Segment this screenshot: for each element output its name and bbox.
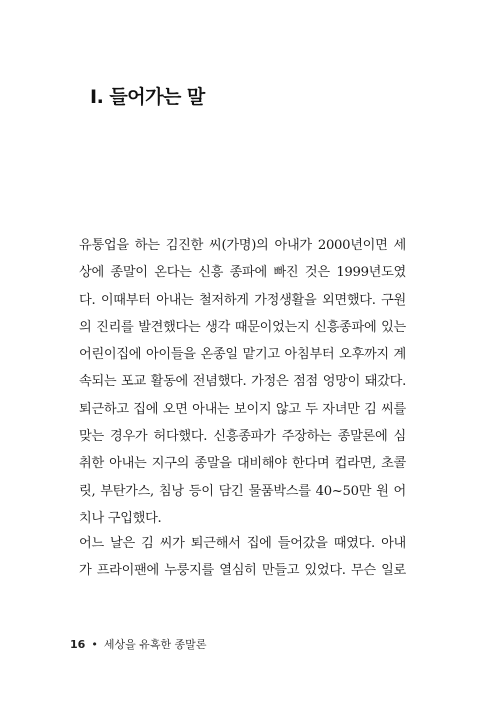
paragraph-text [66, 232, 406, 532]
text-line: 어린이집에 아이들을 온종일 맡기고 아침부터 오후까지 계 [79, 347, 406, 363]
text-line: 의 진리를 발견했다는 생각 때문이었는지 신흥종파에 있는 [79, 319, 406, 335]
text-line: 맞는 경우가 허다했다. 신흥종파가 주장하는 종말론에 심 [79, 429, 406, 445]
text-line: 다. 이때부터 아내는 철저하게 가정생활을 외면했다. 구원 [79, 292, 406, 308]
book-title: 세상을 유혹한 종말론 [103, 638, 207, 651]
paragraph-1 [66, 232, 406, 532]
text-line: 치나 구입했다. [79, 510, 162, 526]
page-footer [70, 636, 206, 652]
text-line: 속되는 포교 활동에 전념했다. 가정은 점점 엉망이 돼갔다. [79, 374, 406, 390]
text-line: 가 프라이팬에 누룽지를 열심히 만들고 있었다. 무슨 일로 [79, 563, 406, 579]
paragraph-text [66, 530, 406, 585]
text-line: 상에 종말이 온다는 신흥 종파에 빠진 것은 1999년도였 [79, 265, 406, 281]
text-line: 유통업을 하는 김진한 씨(가명)의 아내가 2000년이면 세 [79, 238, 406, 253]
chapter-title: I. 들어가는 말 [90, 86, 205, 108]
footer-bullet: • [91, 638, 98, 651]
text-line: 어느 날은 김 씨가 퇴근해서 집에 들어갔을 때였다. 아내 [79, 536, 406, 551]
text-line: 릿, 부탄가스, 침낭 등이 담긴 물품박스를 40~50만 원 어 [79, 483, 406, 499]
paragraph-2 [66, 530, 406, 585]
text-line: 취한 아내는 지구의 종말을 대비해야 한다며 컵라면, 초콜 [79, 456, 406, 472]
text-line: 퇴근하고 집에 오면 아내는 보이지 않고 두 자녀만 김 씨를 [79, 401, 406, 417]
page-number: 16 [70, 638, 86, 651]
